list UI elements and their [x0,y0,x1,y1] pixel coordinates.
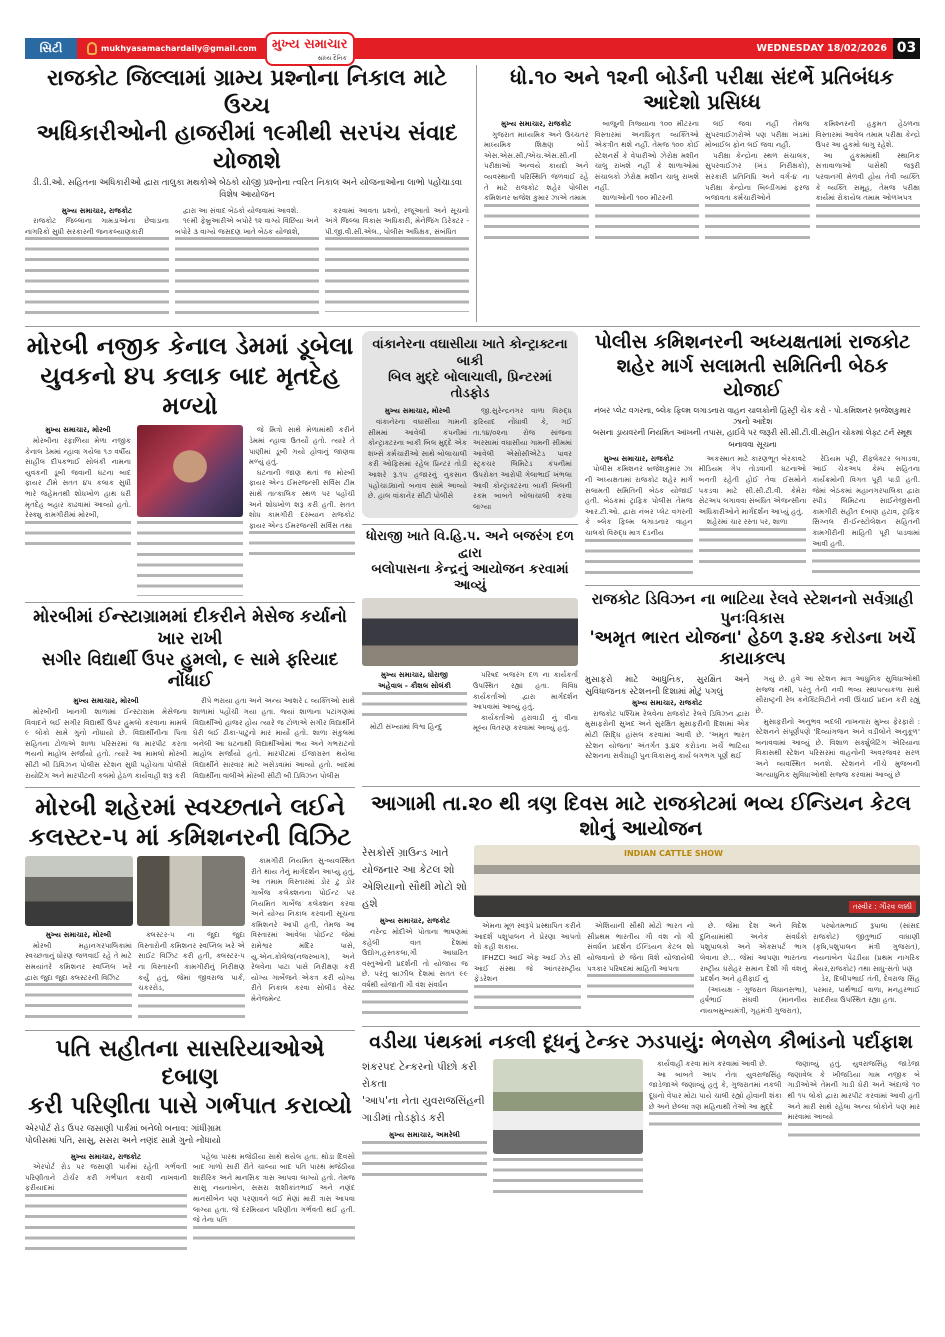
paragraph: મોરબી મહાનગરપાલિકામાં સ્વચ્છતાનું ધોરણ જળવાઈ રહે તે માટે સમયાંતરે કમિશનર સ્વપ્નિલ ખરે દ્વારા જુદા જુદા ક્લસ્ટરની વિઝિટ [25,940,132,982]
top-row [25,65,920,322]
body-column [368,406,467,501]
paragraph: શહેરમાં ચાર રસ્તા પર, શાળા [706,517,788,527]
headline-line: યુવકનો ૪૫ કલાક બાદ મૃતદેહ મળ્યો [40,362,340,421]
body-column [705,119,810,244]
article-bhatia-railway-station [585,585,920,780]
paragraph: શાળાઓની ૧૦૦ મીટરની [602,193,673,203]
headline-line: કલસ્ટર-૫ માં કમિશનરની વિઝિટ [28,823,352,852]
body-column [25,1152,187,1254]
paragraph: એરપોર્ટ રોડ પર જસાણી પાર્કમાં રહેતી ગર્ભવતી પરિણીતાને ટોર્ચર કરી ગર્ભપાત કરાવી નાખવાની ફરીયાદમાં [25,1162,187,1193]
paragraph: અકસ્માત માટે કારણભૂત બેરકાવટે મીડિયમ ગેપ તોડવાની ઘટનાઓ બનતી રહેતી હોઈ તેવા ઈસમોને પકડવા માટે સી.સી.ટી.વી. કેમેરા સેટઅપ લગાવવા સંબંધિત એજન્સીના અધિકારીઓને માર્ગદર્શન આપ્યું હતું. [698,453,807,516]
subheadline-line: એશિયાનો સૌથી મોટો શો હશે [362,880,467,910]
subheadline-line: એરપોર્ટ રોડ ઉપર જસાણી પાર્કમાં બનેલો બનાવ: ગાંધીગ્રામ [25,1123,222,1134]
reporter-credit: અહેવાલ - કૌશલ સોલંકી [378,680,451,690]
lower-area [25,326,920,1254]
body-text-lines [25,983,132,1023]
paragraph: જે મિત્રો સાથે મેળામાંથી કરીને ડેમમાં ન્હાવા ઉતર્યો હતો. ત્યારે તે પાણીમાં ડૂબી ગયો હોવાનું જાણવા મળ્યું હતું. [249,425,355,467]
body-text-lines [699,528,807,568]
paragraph: કમિશ્નરની હકુમત હેઠળના વિસ્તારમાં આવેલ તમામ પરીક્ષા કેન્દ્રો ઉપર આ હુકમો લાગુ રહેશે. [815,119,920,150]
body-column [193,696,355,781]
body-text-lines [175,237,319,322]
body-text-lines [649,1112,782,1132]
article-vankaner-printer [362,331,578,518]
subheadline: ડી.ડી.ઓ. સહિતના અધિકારીઓ દ્વારા તાલુકા મથકોએ બેઠકો યોજી પ્રશ્નોના ત્વરિત નિકાલ અને યોજનાઓના લાભો પહોંચાડવા વિશેષ આયોજન [31,178,463,201]
paragraph: દ્વારા આ સંવાદ બેઠકો યોજવામાં આવશે. [183,205,299,215]
dateline: મુખ્ય સમાચાર, અમરેલી [389,1130,460,1140]
body-column [700,921,807,1016]
paragraph: આ બાબતે આપ નેતા યુવરાજસિંહ જાડેજાએ જણાવ્યું હતું કે, ગુજરાતમાં નકલી દૂધનો વેપાર મોટા પાયે ચાલી રહ્યો હોવાની શંકા છે અને છેલ્લા ત્રણ મહિનાથી તેઓ આ મુદ્દે [649,1069,782,1111]
body-text-lines [137,521,243,596]
article-morbi-cleanliness-visit [25,787,355,1024]
left-stack [25,331,355,1254]
paragraph: આ હુકમમાંથી સ્થાનિક સત્તાવાળાઓ પાસેથી જરૂરી પરવાનગી મેળવી હોય તેવી વ્યક્તિ કે વ્યક્તિ સમૂહ, તેમજ પરીક્ષા કાર્યમાં રોકાયેલ તમામ ઓળખપત્ર [815,150,920,203]
paragraph: મોરબીની ખાનગી શાળામાં ઈન્સ્ટાગ્રામ મેસેજના વિવાદને લઈ સગીર વિદ્યાર્થી ઉપર હુમલો કરવાના મામલે ૯ લોકો સામે ગુનો નોંધાયો છે. વિદ્યાર્થીનીના પિતા સહિતના ટોળાએ શાળા પરિસરમાં જ મારપીટ કરતા ભયનો માહોલ સર્જાયો હતો. ત્યારે આ મામલો મોરબી સીટી બી ડિવિઝન પોલીસ સ્ટેશન સુધી પહોંચતા પોલીસે રાયોટિંગ અને મારપીટની કલમો હેઠળ કાર્યવાહી શરૂ કરી [25,707,187,780]
subheadline [362,1059,487,1126]
paragraph: કરવામાં આવતા પ્રશ્નો, રજૂઆતો અને સૂચનો અંગે જિલ્લા વિકાસ અધિકારી, મેનેજિંગ ડિરેક્ટર - પી.જી.વી.સી.એલ., પોલીસ અધિક્ષક, સંબંધિત [325,205,469,236]
paragraph: છે. જેમા દેશ અને વિદેશ દુનિયામાંથી અનેક સંવર્ધકો પશુપાલકો અને એક્સપર્ટ ભાગ લેવાના છે... જેમાં આપણા ભારતના રાષ્ટ્રીય ધરોહર સમાન દેશી ગૌ વંશનું પ્રદર્શન અને હરીફાઈ નું [700,921,807,984]
body-column [473,670,578,734]
site-visit-photo [137,856,245,926]
body-column [249,425,355,561]
banner-text: INDIAN CATTLE SHOW [624,849,723,859]
article-body [25,1152,355,1254]
body-column [813,921,920,1006]
paragraph: IFHZCI આઈ એફ આઈ ઝેડ સી આઈ સંસ્થા જે આંતરરાષ્ટ્રીય ફેડરેશન [474,952,581,984]
dateline: મુખ્ય સમાચાર, રાજકોટ [632,698,703,708]
subheadline-line: ગાડીમાં તોડફોડ કરી [362,1111,445,1124]
body-text-lines [788,1123,921,1143]
subheadline-line: 'આપ'ના નેતા યુવરાજસિંહની [362,1094,485,1107]
article-body [25,696,355,781]
body-column [585,454,693,579]
body-text-lines [705,204,810,244]
body-column [585,674,750,762]
headline-line: શહેર માર્ગ સલામતી સમિતિની બેઠક યોજાઈ [616,355,889,401]
body-column [595,119,700,244]
paragraph: રાજકોટ પશ્ચિમ રેલવેના રાજકોટ રેલવે ડિવિઝન દ્વારા મુસાફરોની સુખદ અને સુરક્ષિત મુસાફરીની દિશામાં એક મોટી સિદ્ધિ હાંસલ કરવામાં આવી છે. 'અમૃત ભારત સ્ટેશન યોજના' અંતર્ગત રૂ.૪૨ કરોડના ખર્ચે ભાટિયા સ્ટેશનના સર્વગ્રાહી પુનઃવિકાસનું કાર્ય લગભગ પૂર્ણ થઈ [585,708,750,761]
headline-line: વાંકાનેરના વઘાસીયા ખાતે કોન્ટ્રાક્ટના બાકી [372,337,568,369]
subheadline-line: બસના ડ્રાયવરની નિયમિત આંખની તપાસ, હાઈવે પર જરૂરી સી.સી.ટી.વી.સહીત ચોકમાં લેફ્ટ ટર્ન સ્મૂથ બનાવવા સૂચના [593,428,912,449]
group-photo [362,598,578,666]
article-body [25,206,469,323]
middle-stack [362,331,578,734]
body-column [756,674,921,780]
paragraph: પહેલા પારથ મજેઠીયા સાથે થયેલ હતા. થોડા દિવસો બાદ ગાળો સારી રીતે ચાલ્યા બાદ પતિ પારથ મજેઠીયા શારીરિક અને માનસિક ત્રાસ આપવા લાગ્યો હતો. તેમજ સાસુ નયનાબેન, સસરા શશીકાંતભાઈ અને નણંદ માનસીબેન પણ પરણાવને લઈ મેણાં મારી ત્રાસ આપવા લાગ્યા હતા. જે દરમિયાન પરિણીતા ગર્ભવતી થઈ હતી. જે તેના પતિ [193,1151,355,1225]
body-column [649,1059,782,1132]
article-layout [362,1059,920,1198]
headline-line: સગીર વિદ્યાર્થી ઉપર હુમલો, ૯ સામે ફરિયાદ નોંધાઈ [41,649,339,692]
masthead-bar [25,36,920,62]
headline-line: પતિ સહીતના સાસરિયાઓએ દબાણ [55,1035,325,1091]
body-columns [25,930,245,1024]
body-column [362,670,467,732]
paragraph: ઘટનાની જાણ થતાં જ મોરબી ફાયર એન્ડ ઈમરજન્સી સર્વિસ ટીમ સાથે તાત્કાલિક સ્થળ પર પહોંચી અને શોધખોળ શરૂ કરી હતી. સતત શોધ કામગીરી દરમ્યાન રાજકોટ ફાયર એન્ડ ઈમરજન્સી સર્વિસ તથા [249,467,355,530]
paragraph: નરેન્દ્ર મોદીએ પોતાના ભાષણમાં કહેલી વાત દેશમાં ઉદ્યોગ,હસ્તકલા,ગૌ આધારિત વસ્તુઓની પ્રદર્શની તો યોજાય જ છે. પરંતુ બ્રાઝીલ દેશમાં સતત ૯૯ વર્ષથી યોજાતી ગૌ વંશ સંવર્ધન [362,926,468,989]
headline [585,331,920,402]
body-text-lines [812,549,920,579]
headline-line: 'અમૃત ભારત યોજના' હેઠળ રૂ.૪૨ કરોડના ખર્ચે કાયાકલ્પ [589,627,916,669]
body-text-lines [362,990,468,1020]
body-text-lines [362,692,467,722]
section-label: સિટી [25,38,77,59]
article-body [585,674,920,780]
headline [25,792,355,852]
body-text-lines [25,237,169,322]
body-text-lines [362,1141,487,1181]
paragraph: વાંકાનેરના વઘાસીયા ગામની સીમમાં આવેલી કંપનીમાં કોન્ટ્રાક્ટરના બાકી બિલ મુદ્દે એક શખ્સે કર્મચારીઓ સાથે બોલાચાલી કરી ઓફિસમાં રહેલ પ્રિન્ટર તોડી આશરે રૂ.૧૫ હજારનું નુકસાન પહોંચાડ્યાનો બનાવ સામે આવ્યો છે. હાલ વાંકાનેર સીટી પોલીસે [368,417,467,501]
dateline: મુખ્ય સમાચાર, મોરબી [45,425,111,435]
body-column [25,696,187,781]
subheadline-line: રેસકોર્સ ગ્રાઉન્ડ ખાતે [362,847,449,860]
article-road-safety-meeting [585,331,920,579]
headline-line: અધિકારીઓની હાજરીમાં ૧૯મીથી સરપંચ સંવાદ યોજાશે [36,121,458,174]
article-morbi-canal-drowning [25,331,355,596]
paragraph: પરિષદ બજરંગ દળ ના કાર્યકર્તા ઉપસ્થિત રહ્યાં હતા. વિવિધ કાર્યકર્તાઓ દ્વારા માર્ગદર્શન આપવામાં આવ્યું હતું. [473,670,578,712]
headline: વડીયા પંથકમાં નકલી દૂધનું ટેન્કર ઝડપાયું: ભેળસેળ કૌભાંડનો પર્દાફાશ [369,1031,913,1054]
paragraph: લઈ જવા નહીં તેમજ સુપરવાઈઝરોએ પણ પરીક્ષા ખંડમાં મોબાઈલ ફોન લઈ જવા નહીં. [705,119,810,150]
paragraph: ગુજરાત માધ્યમિક અને ઉચ્ચતર માધ્યમિક શિક્ષણ બોર્ડ એસ.એસ.સી./એચ.એસ.સી.ની પરીક્ષાઓ અન્વયે કાયદો અને વ્યવસ્થાની પરિસ્થિતિ જળવાઈ રહે તે માટે રાજકોટ શહેર પોલીસ કમિશનર બ્રજેશ કુમાર ઝાએ તમામ [484,129,589,203]
subheadline: મુસાફરો માટે આધુનિક, સુરક્ષિત અને સુવિધાજનક સ્ટેશનની દિશામાં મોટું પગલું [585,675,750,698]
article-body [25,856,355,1024]
body-column [251,856,355,1004]
headline [585,590,920,670]
sidebar-column [362,845,468,1020]
body-text-lines [595,204,700,244]
subheadline-line: નંબર પ્લેટ વગરના, બ્લેક ફિલ્મ લગાડનારા વાહન ચાલકોની હિસ્ટ્રી ચેક કરો - પો.કમિશનર બ્રજેશકુમાર ઝાનો આદેશ [594,405,911,426]
headline: ધો.૧૦ અને ૧૨ની બોર્ડની પરીક્ષા સંદર્ભે પ્રતિબંધક આદેશો પ્રસિધ્ધ [510,65,894,114]
issue-date: WEDNESDAY 18/02/2026 [756,43,887,54]
column-divider [476,65,477,322]
paragraph: પરીક્ષા કેન્દ્રોના સ્થળ સંચાલક, સુપરવાઈઝર (ખંડ નિરીક્ષકો), સરકારી પ્રતિનિધિ અને વર્ગ-૪ ના પરીક્ષા કેન્દ્રોના બિલ્ડીંગમાં ફરજ બજાવતા કર્મચારીઓને [705,150,810,203]
site-visit-photo [25,856,133,926]
article-body [474,921,920,1016]
article-body [368,406,572,512]
article-body [362,916,468,1020]
paragraph: ક્લસ્ટર-૫ ના જુદા જુદા વિસ્તારોની કમિશનર સ્વપ્નિલ ખરે એ સાઈટ વિઝિટ કરી હતી, ક્લસ્ટર-૫ ના વિસ્તારની કામગીરીનું નિરીક્ષણ કર્યું હતું, જેમાં જીવરાજ પાર્ક, ચકરરોડ, [138,930,245,993]
body-column [193,1152,355,1246]
subheadline-line: યોજનાર આ કેટલ શો [362,863,455,876]
paragraph: રીપે ભરાયા હતા અને અન્ય આશરે ૮ વ્યક્તિઓ સાથે શાળામાં પહોંચી ગયા હતા. જ્યાં શાળાના પટાંગણમાં વિદ્યાર્થીઓ હાજર હોય ત્યારે જ ટોળાએ સગીર વિદ્યાર્થીને ઘેરી લઈ ઢીકા-પાટુનો માર માર્યો હતો. શાળા સંકુલમાં બનેલી આ ઘટનાથી વિદ્યાર્થીઓમાં ભય અને ગભરાટનો માહોલ સર્જાયો હતો. મારપીટમાં ઈજાગ્રસ્ત થયેલા વિદ્યાર્થીને સારવાર માટે ખસેડવામાં આવ્યો હતો. બાદમાં વિદ્યાર્થીના વાલીએ મોરબી સીટી બી ડિવિઝન પોલીસ [193,696,355,780]
body-text-lines [138,994,245,1024]
headline [25,1035,355,1121]
body-text-lines [249,531,355,561]
headline-line: રાજકોટ ડિવિઝન ના ભાટિયા રેલવે સ્ટેશનનો સર્વગ્રાહી પુનઃવિકાસ [591,590,914,627]
article-body [362,1130,487,1181]
body-column [25,930,132,1023]
paragraph: રેડિયમ પટ્ટી, રીફ્લેક્ટર લગાડવા, આઈ ચેકઅપ કેમ્પ સહિતના કાર્યક્રમોની વિગત પૂરી પાડી હતી. જેમાં બેઠકમાં મહાનગરપાલિકા દ્વારા સ્પીડ લિમિટના સાઈનેજીસની કામગીરી સહીત દબાણ હટાવ, ટ્રાફિક સિગ્નલ રી-ઈન્સ્ટોલેશન સહિતની કામગીરીની માહિતી પૂરી પાડવામાં આવી હતી. [812,453,921,548]
headline [25,331,355,421]
logo-tagline: સાંધ્ય દૈનિક [317,54,347,62]
article-body [585,454,920,579]
body-column [816,119,921,234]
paragraph: કાર્યવાહી કરવા માંગ કરવામાં આવી છે. [657,1059,768,1069]
headline-line: પોલીસ કમિશનરની અધ્યક્ષતામાં રાજકોટ [594,331,911,354]
body-column [325,206,469,313]
headline-line: મોરબી નજીક કેનાલ ડેમમાં ડૂબેલા [26,332,354,361]
headline-line: બલોપાસના કેન્દ્રનું આયોજન કરવામાં આવ્યું [371,561,569,594]
paragraph: કાર્યકર્તાઓ હરાવાડી નું વીના મૂલ્ય વિતરણ કરવામાં આવ્યું હતું. [473,712,578,733]
article-dhoraji-balopasana [362,524,578,734]
victim-photo [137,425,243,517]
headline [25,65,469,175]
body-column [138,930,245,1024]
page-number: 03 [893,38,920,59]
dateline: મુખ્ય સમાચાર, ધોરાજી [380,670,449,680]
milk-tanker-photo [493,1059,643,1154]
body-text-lines [25,1194,187,1254]
photo-and-body [25,856,245,1024]
subheadline [585,405,920,450]
body-column [812,454,920,579]
body-text-lines [493,1158,643,1198]
body-text-lines [325,237,469,312]
body-column [788,1059,921,1143]
hand-icon [87,42,97,55]
article-sarpanch-samvad [25,65,469,322]
article-body [25,425,355,596]
headline-line: મોરબીમાં ઈન્સ્ટાગ્રામમાં દીકરીને મેસેજ કર્યાનો ખાર રાખી [33,607,347,649]
photo-credit: તસ્વીર : ગૌરવ લક્કી [849,901,916,913]
article-indian-cattle-show [362,786,920,1020]
dateline: મુખ્ય સમાચાર, રાજકોટ [61,205,133,215]
body-column [473,406,572,512]
article-board-exam-orders [484,65,920,244]
body-column [587,921,694,1004]
paragraph: કામગીરી નિયમિત સુ-વ્યવસ્થિત રીતે થાય તેનું માર્ગદર્શન આપ્યું હતું, આ તમામ વિસ્તારમાં ડોર ટુ ડોર ગાર્બેજ કલેક્શનના પોઈન્ટ પર નિયમિત ગાર્બેજ કલેક્શન કરવા અને યોગ્ય નિકાલ કરવાની સૂચના કમિશનરે આપી હતી, તેમજ આ વિસ્તારમાં આવેલા પોઈન્ટ જેમાં રામેશ્વર મંદિર પાસે, યુ.એન.કોલેજ(નજરબાગ), અને રેલવેના પાટા પાસે નિરીક્ષણ કરી યોગ્ય ગાર્બેજને એકત્ર કરી યોગ્ય રીતે નિકાલ કરવા સોલીડ વેસ્ટ મેનેજમેન્ટ [251,856,355,1003]
paragraph: બાજુની ત્રિજ્યાના ૧૦૦ મીટરના વિસ્તારમાં અનધિકૃત વ્યક્તિઓ એકત્રીત થશે નહીં. તેમજ ૧૦૦ કોઈ સ્ટેશનર્સ કે વેપારીઓ ઝેરોક્ષ મશીન ચાલુ રાખશે નહીં કે શાળાઓમાં સંચાલકો ઝેરોક્ષ મશીન ચાલુ રાખશે નહીં. [594,119,699,192]
dateline: મુખ્ય સમાચાર, મોરબી [73,696,139,706]
paragraph: જણાવ્યું હતું. યુવરાજસિંહ જાડેજા જણાવેલ કે ખીજડિયા ગામ નજીક બે ગાડીઓએ તેમની ગાડી ઘેરી અને અંદાજે ૧૦ થી ૧૫ લોકો દ્વારા મારપીટ કરવામાં આવી હતી અને મારી સાથે રહેલા અન્ય લોકોને પણ માર મારવામાં આવ્યો [787,1059,920,1122]
body-column [25,206,169,323]
body-column [175,206,319,323]
dateline: મુખ્ય સમાચાર, રાજકોટ [603,453,674,463]
body-column [474,921,581,1015]
body-text-lines [25,521,131,551]
sidebar-column [362,1059,487,1181]
headline-line: મોરબી શહેરમાં સ્વચ્છતાને લઈને [35,793,345,822]
paragraph: ગયું છે. હવે આ સ્ટેશન માત્ર આધુનિક સુવિધાઓથી સજ્જ નથી, પરંતુ તેની નવી ભવ્ય સ્થાપત્યકળા સાથે સૌરાષ્ટ્રની રેલ કનેક્ટિવિટીને નવી ઊંચાઈ પ્રદાન કરી રહ્યું છે. [755,674,920,715]
headline: આગામી તા.૨૦ થી ત્રણ દિવસ માટે રાજકોટમાં ભવ્ય ઈન્ડિયન કેટલ શોનું આયોજન [371,791,911,841]
right-stack [585,331,920,780]
article-body [484,119,920,244]
paragraph: મુસાફરીનો અનુભવ બદલી નાખનારા મુખ્ય ફેરફારો : સ્ટેશનને સંપૂર્ણપણે 'દિવ્યાંગજન અને વડીલોને અનુકૂળ' બનાવવામાં આવ્યું છે. વિશાળ સર્ક્યુલેટિંગ એરિયાના વિકાસથી સ્ટેશન પરિસરમાં વાહનોની અવરજવર સરળ અને વ્યવસ્થિત બનશે. સ્ટેશનને નીચે મુજબની અત્યાધુનિક સુવિધાઓથી સજ્જ કરવામાં આવ્યું છે [755,716,920,779]
subheadline [25,1123,355,1148]
headline-line: રાજકોટ જિલ્લામાં ગ્રામ્ય પ્રશ્નોના નિકાલ માટે ઉચ્ચ [46,66,448,119]
email-link[interactable]: mukhyasamachardaily@gmail.com [101,44,257,53]
dateline: મુખ્ય સમાચાર, મોરબી [384,406,451,416]
paragraph: ૧૯મી ફેબ્રુઆરીએ બપોરે ૧૨ વાગ્યે વિંછિયા અને બપોરે ૩ વાગ્યે જસદણ ખાતે બેઠક યોજાશે, [175,216,319,236]
paragraph: પરષોતમભાઈ રૂપાલા (સાંસદ રાજકોટ) જીતુભાઈ વાઘાણી (કૃષિ,પશુપાલન મંત્રી ગુજરાત), નયનાબેન પેઢડીયા (પ્રથમ નાગરિક મેયર,રાજકોટ) તથા સાધુ-સંતો પણ [813,921,920,973]
dateline: મુખ્ય સમાચાર, રાજકોટ [70,1151,142,1161]
body-text-lines [816,204,921,234]
paragraph: જી.સુરેન્દ્રનગર વાળા વિરુદ્ધ ફરિયાદ નોંધાવી કે, ગઈ તા.૧૪/૦૨ના રોજ સાંજના અરસામાં વઘાસીયા ગામની સીમમાં આવેલી એસોસીએટેડ પાવર સ્ટ્રકચર લિમિટેડ કંપનીમાં ઉપરોક્ત આરોપી ગેલાભાઈ ખંભલા આવી કોન્ટ્રાક્ટરના બાકી બિલની રકમ બાબતે બોલાચાલી કરવા લાગ્યા [473,406,572,511]
paragraph: મોરબીના રફાળિયા મેળા નજીક કેનાલ ડેમમાં ન્હાવા ગયેલા ૧૭ વર્ષીય સાહીલ દીપકભાઈ સોલંકી નામના યુવકની ડૂબી જવાની ઘટના બાદ ફાયર ટીમે સતત ૪૫ કલાક સુધી ભારે જહેમતથી શોધખોળ હાથ ધરી મૃતદેહ બહાર કાઢવામાં આવ્યો હતો. રેસ્ક્યુ કામગીરીમાં મોરબી, [25,436,131,520]
main-column [474,845,920,1016]
paragraph: રાજકોટ જિલ્લાના ગામડાઓના છેવાડાના નાગરિકો સુધી સરકારની જનકલ્યાણકારી [25,216,169,236]
headline-line: કરી પરિણીતા પાસે ગર્ભપાત કરાવ્યો [28,1093,352,1120]
body-column [484,119,589,244]
subheadline-line: શંકરપદ ટેન્કરનો પીછો કરી રોકતા [362,1061,477,1091]
paragraph: ડેર, દિલીપભાઈ તંતી, દેવરાજ સિંહ પરમાર, પાર્થભાઈ વાળા, મનહરભાઈ સાદરીયા ઉપસ્થિત રહ્યા હતા. [813,974,920,1005]
paragraph: મોટી સંખ્યામાં વિશ્વ હિન્દુ [370,721,443,731]
paragraph: એશિયાની સૌથી મોટો ભારત નો સૌપ્રથમ ભારતીય ગૌ વંશ નો ગૌ સંવર્ધન પ્રદર્શન ઈન્ડિયન કેટલ શો યોજવાનો છે જેના વિશે યોજાયેલી પત્રકાર પરિષદમાં માહિતી આપતા [587,921,694,973]
subheadline-line: પોલીસમાં પતિ, સાસુ, સસરા અને નણંદ સામે ગુનો નોંધાયો [25,1136,221,1147]
article-forced-abortion [25,1030,355,1254]
body-text-lines [474,985,581,1015]
dateline: મુખ્ય સમાચાર, રાજકોટ [501,119,572,128]
body-column [25,425,131,550]
headline [25,607,355,692]
right-upper [362,331,920,780]
headline-line: ધોરાજી ખાતે વિ.હિ.પ. અને બજરંગ દળ દ્વારા [366,529,574,561]
photo-pair [25,856,245,926]
paragraph: પોલીસ કમિશનર બ્રજેશકુમાર ઝા ની અધ્યક્ષતામાં રાજકોટ શહેર માર્ગ સલામતી સમિતિની બેઠક યોજાઈ હતી. બેઠકમાં ટ્રાફિક પોલીસ તેમજ આર.ટી.ઓ. દ્વારા નંબર પ્લેટ વગરની કે બ્લેક ફિલ્મ લગાડનાર વાહન ચાલકો વિરુદ્ધ માત્ર દંડનીય [585,464,693,537]
headline-line: બિલ મુદ્દે બોલાચાલી, પ્રિન્ટરમાં તોડફોડ [388,369,552,402]
newspaper-page [25,0,920,1264]
article-layout [362,845,920,1020]
dateline: મુખ્ય સમાચાર, રાજકોટ [379,916,451,926]
body-text-lines [484,204,589,244]
subheadline [362,845,468,912]
article-fake-milk-tanker [362,1026,920,1198]
body-column [699,454,807,568]
headline [362,529,578,594]
article-body [362,670,578,734]
right-area [362,331,920,1198]
body-text-lines [585,539,693,579]
body-text-lines [587,974,694,1004]
dateline: મુખ્ય સમાચાર, મોરબી [45,930,112,940]
body-column [137,425,243,596]
headline [368,337,572,402]
cattle-show-press-photo [474,845,920,917]
photo-column [493,1059,643,1198]
logo-text: મુખ્ય સમાચાર [271,36,348,52]
paragraph: (અધ્યક્ષ - ગુજરાત વિધાનસભા), હર્ષભાઈ સંઘવી (માનનીય નાયબમુખ્યમંત્રી, ગૃહમંત્રી ગુજરાત), [700,984,807,1015]
newspaper-logo [265,32,355,66]
article-morbi-instagram-assault [25,602,355,781]
body-text-lines [193,1226,355,1246]
paragraph: એમના મૂળ સ્વરૂપે પ્રસ્થાપિત કરીને આદર્શ પશુપાલન ને પ્રેરણા આપતો શો કહી શકાય. [474,921,581,952]
